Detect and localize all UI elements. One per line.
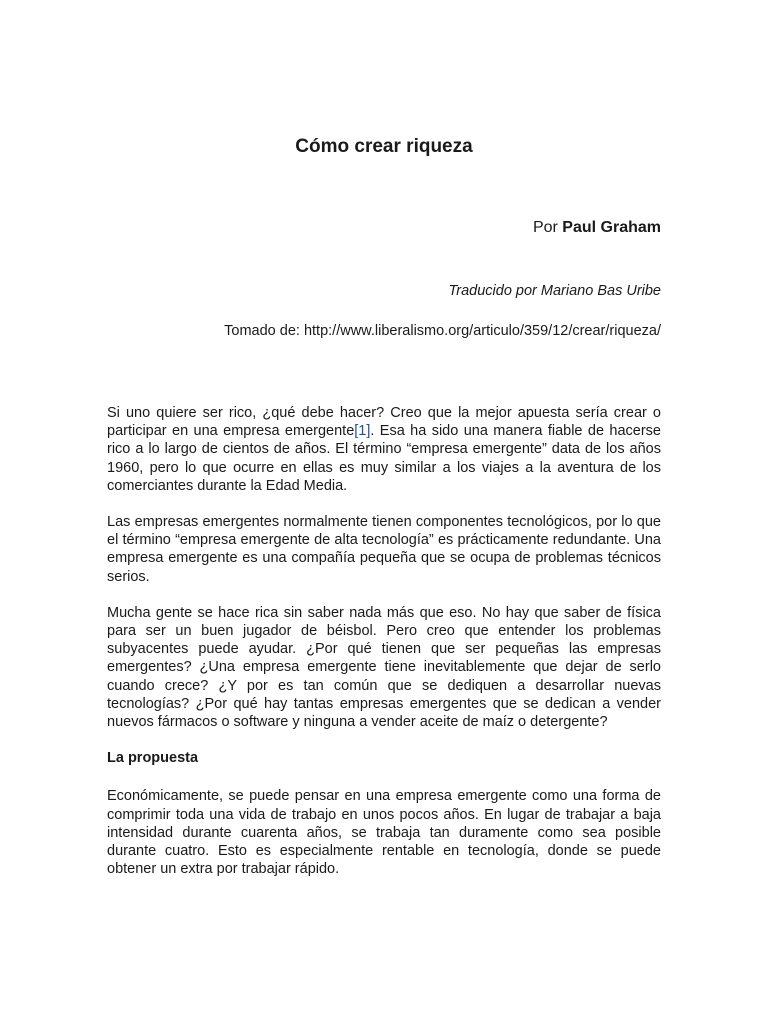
footnote-link-1[interactable]: [1] [354,423,371,440]
translator-credit: Traducido por Mariano Bas Uribe [448,283,661,299]
byline [533,219,661,237]
article-body [107,404,661,896]
paragraph-2: Las empresas emergentes normalmente tienen componentes tecnológicos, por lo que el término “empresa emergente de alta tecnología” es prácticamente redundante. Una empresa emergente es una compañía pequeña que se ocupa de problemas técnicos serios. [107,514,661,585]
author-name: Paul Graham [562,219,661,236]
source-prefix: Tomado de: [224,323,304,339]
paragraph-3: Mucha gente se hace rica sin saber nada más que eso. No hay que saber de física para ser un buen jugador de béisbol. Pero creo que entender los problemas subyacentes puede ayudar. ¿Por qué tienen que ser pequeñas las empresas emergentes? ¿Una empresa emergente tiene inevitablemente que dejar de serlo cuando crece? ¿Y por es tan común que se dediquen a desarrollar nuevas tecnologías? ¿Por qué hay tantas empresas emergentes que se dedican a vender nuevos fármacos o software y ninguna a vender aceite de maíz o detergente? [107,604,661,731]
paragraph-1-text-end: . Esa ha sido una manera fiable de hacerse rico a lo largo de cientos de años. El término “empresa emergente” data de los años 1960, pero lo que ocurre en ellas es muy similar a los viajes a la aventura de los comerciantes durante la Edad Media. [107,423,661,494]
section-heading: La propuesta [107,750,199,767]
paragraph-1 [107,404,661,495]
document-title: Cómo crear riqueza [295,136,473,157]
source-url: http://www.liberalismo.org/articulo/359/12/crear/riqueza/ [303,323,661,339]
byline-prefix: Por [532,219,563,236]
paragraph-4: Económicamente, se puede pensar en una empresa emergente como una forma de comprimir toda una vida de trabajo en unos pocos años. En lugar de trabajar a baja intensidad durante cuarenta años, se trabaja tan duramente como sea posible durante cuatro. Esto es especialmente rentable en tecnología, donde se puede obtener un extra por trabajar rápido. [107,788,661,878]
paragraph-1-text-start: Si uno quiere ser rico, ¿qué debe hacer? Creo que la mejor apuesta sería crear o participar en una empresa emergente [107,405,661,440]
source-line [224,323,661,339]
